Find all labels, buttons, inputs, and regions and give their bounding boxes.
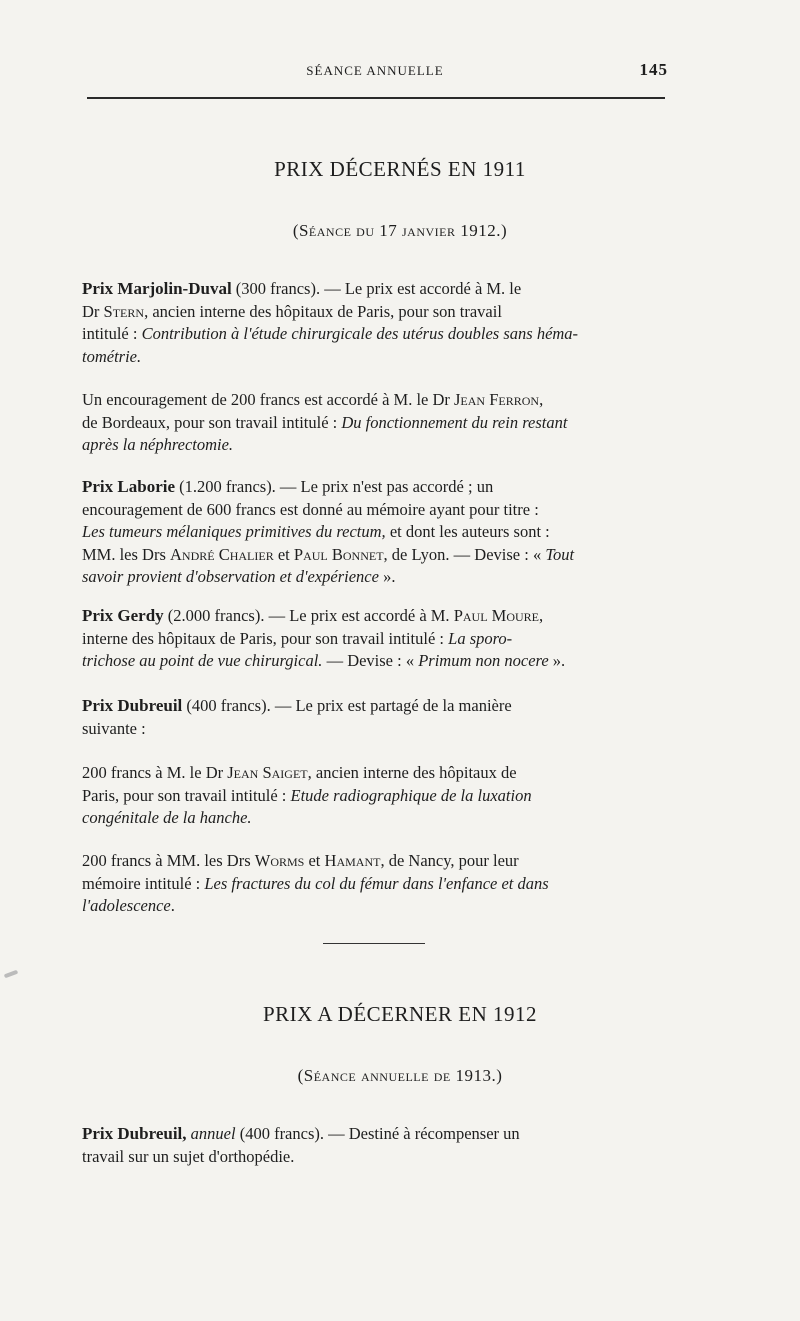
work-title: La sporo- (448, 628, 513, 648)
work-title: Contribution à l'étude chirurgicale des utérus doubles sans héma- (141, 324, 579, 343)
paragraph-laborie (82, 476, 670, 589)
work-title: Les fractures du col du fémur dans l'enfance et dans (204, 873, 549, 893)
page-number: 145 (639, 60, 668, 79)
running-title: SÉANCE ANNUELLE (306, 63, 444, 78)
text: (400 francs). — Le prix est partagé de la manière (182, 696, 512, 715)
prize-name: Prix Laborie (82, 477, 176, 496)
section-subtitle-1911: (Séance du 17 janvier 1912.) (292, 221, 508, 240)
paragraph-encouragement-ferron (82, 389, 670, 457)
person-name: Jean Saiget (227, 763, 308, 782)
text: et (273, 544, 294, 564)
motto: Tout (545, 544, 575, 564)
header-rule (87, 97, 665, 99)
person-name: Jean Ferron (454, 390, 540, 409)
text: ». (378, 567, 396, 586)
person-name: Paul Bonnet (293, 544, 384, 564)
text: , (539, 606, 544, 625)
text: mémoire intitulé : (82, 873, 205, 893)
text: encouragement de 600 francs est donné au mémoire ayant pour titre : (82, 499, 539, 519)
text: Dr (82, 301, 104, 321)
person-name: Stern (103, 301, 145, 321)
section-title-1912: PRIX A DÉCERNER EN 1912 (262, 1002, 538, 1026)
motto: savoir provient d'observation et d'expérience (82, 567, 379, 586)
person-name: Paul Moure (453, 606, 539, 625)
paragraph-gerdy (82, 605, 670, 673)
text: , ancien interne des hôpitaux de (307, 763, 517, 782)
text: interne des hôpitaux de Paris, pour son travail intitulé : (82, 628, 449, 648)
person-name: Hamant (324, 851, 381, 870)
text: et dont les auteurs sont : (385, 522, 550, 541)
work-title: Etude radiographique de la luxation (290, 785, 532, 805)
paragraph-saiget (82, 762, 670, 830)
text: de Bordeaux, pour son travail intitulé : (82, 412, 342, 432)
text: . (170, 896, 175, 915)
text: suivante : (82, 718, 146, 738)
prize-name: Prix Marjolin-Duval (82, 279, 232, 298)
text: (1.200 francs). — Le prix n'est pas accordé ; un (175, 477, 494, 496)
text: Paris, pour son travail intitulé : (82, 785, 291, 805)
text: intitulé : (82, 324, 142, 343)
prize-name: Prix Gerdy (82, 606, 164, 625)
work-title: l'adolescence (82, 896, 171, 915)
text: (300 francs). — Le prix est accordé à M. le (231, 279, 522, 298)
prize-name: Prix Dubreuil (82, 696, 183, 715)
text: et (304, 851, 325, 870)
text: 200 francs à MM. les Drs (82, 851, 255, 870)
paragraph-dubreuil (82, 695, 670, 740)
person-name: André Chalier (170, 544, 274, 564)
work-title: Les tumeurs mélaniques primitives du rectum, (82, 522, 386, 541)
person-name: Worms (254, 851, 305, 870)
text: annuel (186, 1124, 236, 1143)
motto: Primum non nocere (418, 651, 549, 670)
text: Un encouragement de 200 francs est accordé à M. le Dr (82, 390, 455, 409)
text: (2.000 francs). — Le prix est accordé à M. (163, 606, 454, 625)
paragraph-marjolin-duval (82, 278, 670, 368)
paragraph-dubreuil-1912 (82, 1123, 670, 1168)
work-title: congénitale de la hanche. (82, 808, 252, 827)
work-title: après la néphrectomie. (82, 435, 234, 454)
paragraph-worms-hamant (82, 850, 670, 918)
text: travail sur un sujet d'orthopédie. (82, 1146, 295, 1166)
text: MM. les Drs (82, 544, 171, 564)
text: ». (548, 651, 566, 670)
text: (400 francs). — Destiné à récompenser un (235, 1124, 520, 1143)
text: , de Lyon. — Devise : « (383, 544, 546, 564)
text: , de Nancy, pour leur (380, 851, 519, 870)
prize-name: Prix Dubreuil, (82, 1124, 187, 1143)
text: 200 francs à M. le Dr (82, 763, 228, 782)
section-title-1911: PRIX DÉCERNÉS EN 1911 (274, 157, 526, 181)
section-subtitle-1912: (Séance annuelle de 1913.) (297, 1066, 503, 1085)
scan-mark (4, 970, 19, 979)
text: — Devise : « (322, 651, 419, 670)
work-title: tométrie. (82, 346, 142, 366)
section-separator (323, 943, 425, 944)
text: , (539, 390, 544, 409)
text: , ancien interne des hôpitaux de Paris, pour son travail (144, 301, 502, 321)
work-title: trichose au point de vue chirurgical. (82, 651, 323, 670)
work-title: Du fonctionnement du rein restant (341, 412, 568, 432)
